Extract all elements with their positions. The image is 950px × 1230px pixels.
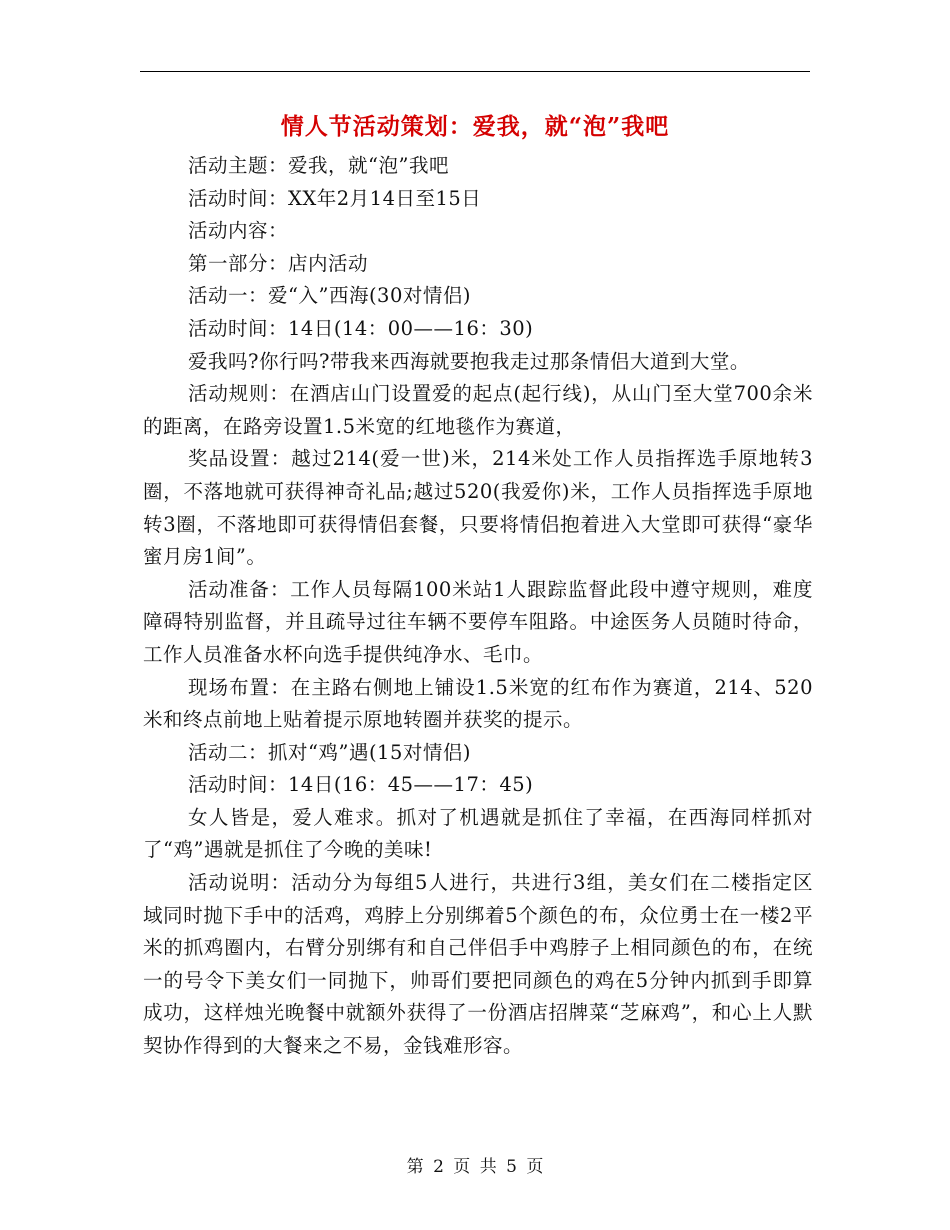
paragraph-activity-one-time: 活动时间：14日(14：00——16：30) [188,316,534,340]
paragraph-activity-two-time: 活动时间：14日(16：45——17：45) [188,773,534,797]
paragraph-event-content: 活动内容： [188,219,289,243]
paragraph-activity-two-description: 活动说明：活动分为每组5人进行，共进行3组，美女们在二楼指定区域同时抛下手中的活鸡，鸡脖上分别绑着5个颜色的布，众位勇士在一楼2平米的抓鸡圈内，右臂分别绑有和自己伴侣手中鸡脖子上相同颜色的布，在统一的号令下美女们一同抛下，帅哥们要把同颜色的鸡在5分钟内抓到手即算成功，这样烛光晚餐中就额外获得了一份酒店招牌菜“芝麻鸡”，和心上人默契协作得到的大餐来之不易，金钱难形容。 [143,871,813,1058]
header-rule [140,71,810,72]
paragraph-activity-one: 活动一：爱“入”西海(30对情侣) [188,284,471,308]
paragraph-prizes: 奖品设置：越过214(爱一世)米，214米处工作人员指挥选手原地转3圈，不落地就可获得神奇礼品;越过520(我爱你)米，工作人员指挥选手原地转3圈，不落地即可获得情侣套餐，只要将情侣抱着进入大堂即可获得“豪华蜜月房1间”。 [143,447,813,569]
paragraph-activity-one-intro: 爱我吗?你行吗?带我来西海就要抱我走过那条情侣大道到大堂。 [188,349,750,373]
paragraph-activity-two-intro: 女人皆是，爱人难求。抓对了机遇就是抓住了幸福，在西海同样抓对了“鸡”遇就是抓住了今晚的美味! [143,805,813,862]
document-title: 情人节活动策划：爱我，就“泡”我吧 [280,113,670,140]
paragraph-venue-layout: 现场布置：在主路右侧地上铺设1.5米宽的红布作为赛道，214、520米和终点前地上贴着提示原地转圈并获奖的提示。 [143,675,813,732]
paragraph-activity-two: 活动二：抓对“鸡”遇(15对情侣) [188,740,471,764]
paragraph-preparation: 活动准备：工作人员每隔100米站1人跟踪监督此段中遵守规则，难度障碍特别监督，并且疏导过往车辆不要停车阻路。中途医务人员随时待命，工作人员准备水杯向选手提供纯净水、毛巾。 [143,577,813,666]
paragraph-theme: 活动主题：爱我，就“泡”我吧 [188,154,449,177]
paragraph-rules: 活动规则：在酒店山门设置爱的起点(起行线)，从山门至大堂700余米的距离，在路旁设置1.5米宽的红地毯作为赛道， [143,382,813,438]
page-number-footer: 第 2 页 共 5 页 [406,1157,544,1177]
paragraph-part-one: 第一部分：店内活动 [188,251,369,275]
document-body [143,150,813,1063]
paragraph-event-time: 活动时间：XX年2月14日至15日 [188,186,482,210]
